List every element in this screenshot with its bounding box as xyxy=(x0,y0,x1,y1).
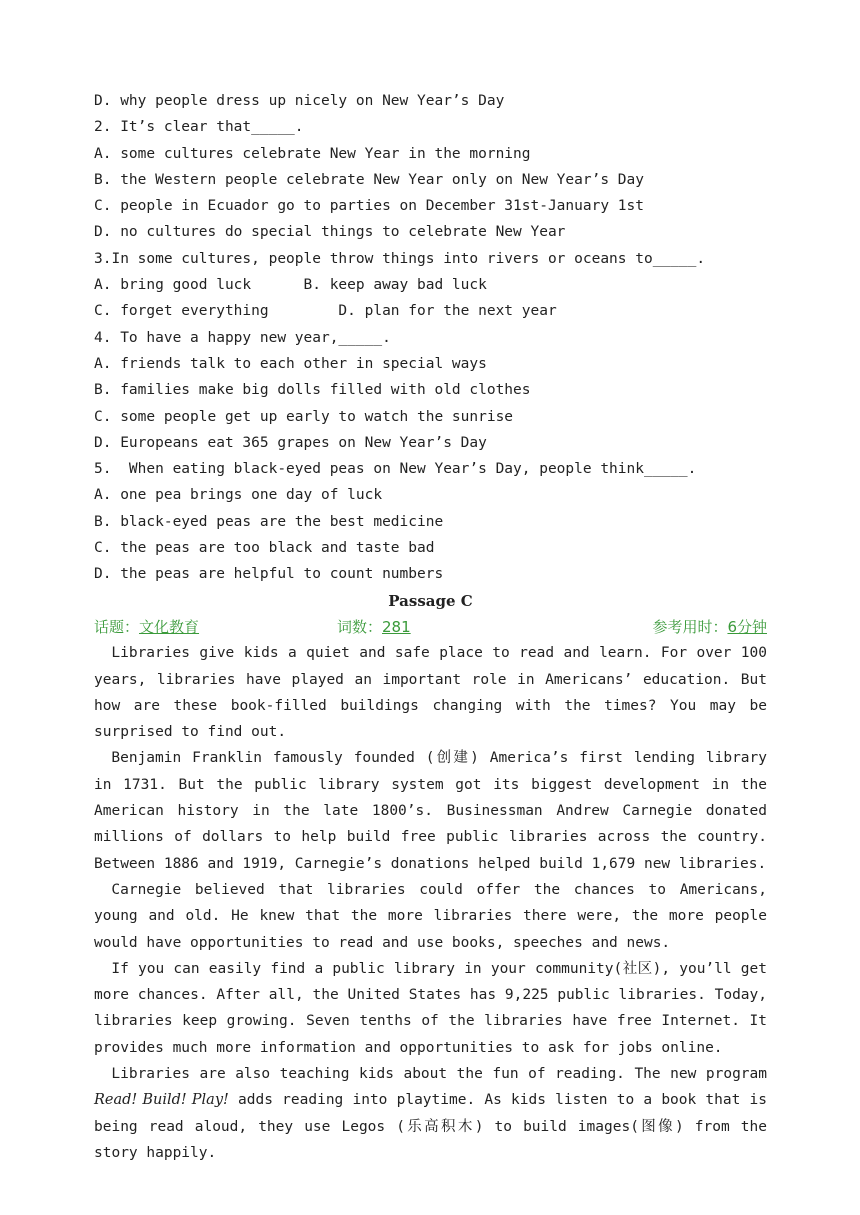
page-content xyxy=(94,88,767,1166)
option-d-q1: D. why people dress up nicely on New Year’s Day xyxy=(94,93,505,109)
paragraph-5 xyxy=(94,1061,767,1166)
paragraph-1: Libraries give kids a quiet and safe place to read and learn. For over 100 years, libraries have played an important role in Americans’ education. But how are these book-filled buildings changing with the times? You may be surprised to find out. xyxy=(94,645,767,741)
options-ab-q3: A. bring good luck B. keep away bad luck xyxy=(94,277,487,294)
words-label: 词数： xyxy=(337,617,383,636)
passage-meta xyxy=(94,614,767,640)
time-value: 6分钟 xyxy=(727,617,767,636)
time-label: 参考用时： xyxy=(652,617,728,636)
topic-value: 文化教育 xyxy=(139,617,200,636)
option-d-q2: D. no cultures do special things to celebrate New Year xyxy=(94,224,566,241)
program-name: Read! Build! Play! xyxy=(94,1092,229,1109)
option-a-q2: A. some cultures celebrate New Year in the morning xyxy=(94,145,531,162)
option-c-q5: C. the peas are too black and taste bad xyxy=(94,540,435,557)
passage-body xyxy=(94,640,767,1166)
question-3: 3.In some cultures, people throw things into rivers or oceans to_____. xyxy=(94,250,706,267)
question-5: 5. When eating black-eyed peas on New Year’s Day, people think_____. xyxy=(94,461,697,478)
option-b-q5: B. black-eyed peas are the best medicine xyxy=(94,513,444,530)
paragraph-3: Carnegie believed that libraries could offer the chances to Americans, young and old. He knew that the more libraries there were, the more people would have opportunities to read and use books, speeches and news. xyxy=(94,881,767,951)
question-block xyxy=(94,88,767,588)
paragraph-4: If you can easily find a public library in your community(社区), you’ll get more chances. After all, the United States has 9,225 public libraries. Today, libraries keep growing. Seven tenths of the libraries have free Internet. It provides much more information and opportunities to ask for jobs online. xyxy=(94,960,767,1056)
option-a-q4: A. friends talk to each other in special ways xyxy=(94,355,487,372)
question-2: 2. It’s clear that_____. xyxy=(94,119,304,136)
words-value: 281 xyxy=(382,617,411,636)
option-c-q4: C. some people get up early to watch the sunrise xyxy=(94,408,514,425)
meta-time xyxy=(552,614,767,640)
options-cd-q3: C. forget everything D. plan for the next year xyxy=(94,303,557,320)
meta-topic xyxy=(94,614,309,640)
option-b-q4: B. families make big dolls filled with old clothes xyxy=(94,382,531,399)
paragraph-5-start: Libraries are also teaching kids about the fun of reading. The new program xyxy=(111,1065,767,1082)
option-d-q5: D. the peas are helpful to count numbers xyxy=(94,566,444,583)
option-a-q5: A. one pea brings one day of luck xyxy=(94,487,383,504)
option-c-q2: C. people in Ecuador go to parties on December 31st-January 1st xyxy=(94,198,644,215)
option-b-q2: B. the Western people celebrate New Year only on New Year’s Day xyxy=(94,171,644,188)
paragraph-2: Benjamin Franklin famously founded (创建) America’s first lending library in 1731. But the public library system got its biggest development in the American history in the late 1800’s. Businessman Andrew Carnegie donated millions of dollars to help build free public libraries across the country. Between 1886 and 1919, Carnegie’s donations helped build 1,679 new libraries. xyxy=(94,750,767,872)
meta-words xyxy=(309,614,552,640)
topic-label: 话题： xyxy=(94,617,140,636)
question-4: 4. To have a happy new year,_____. xyxy=(94,329,391,346)
paragraph-5-end: adds reading into playtime. As kids listen to a book that is being read aloud, they use Legos (乐高积木) to build images(图像) from the story happily. xyxy=(94,1092,768,1161)
passage-title: Passage C xyxy=(388,591,473,610)
option-d-q4: D. Europeans eat 365 grapes on New Year’s Day xyxy=(94,434,487,451)
